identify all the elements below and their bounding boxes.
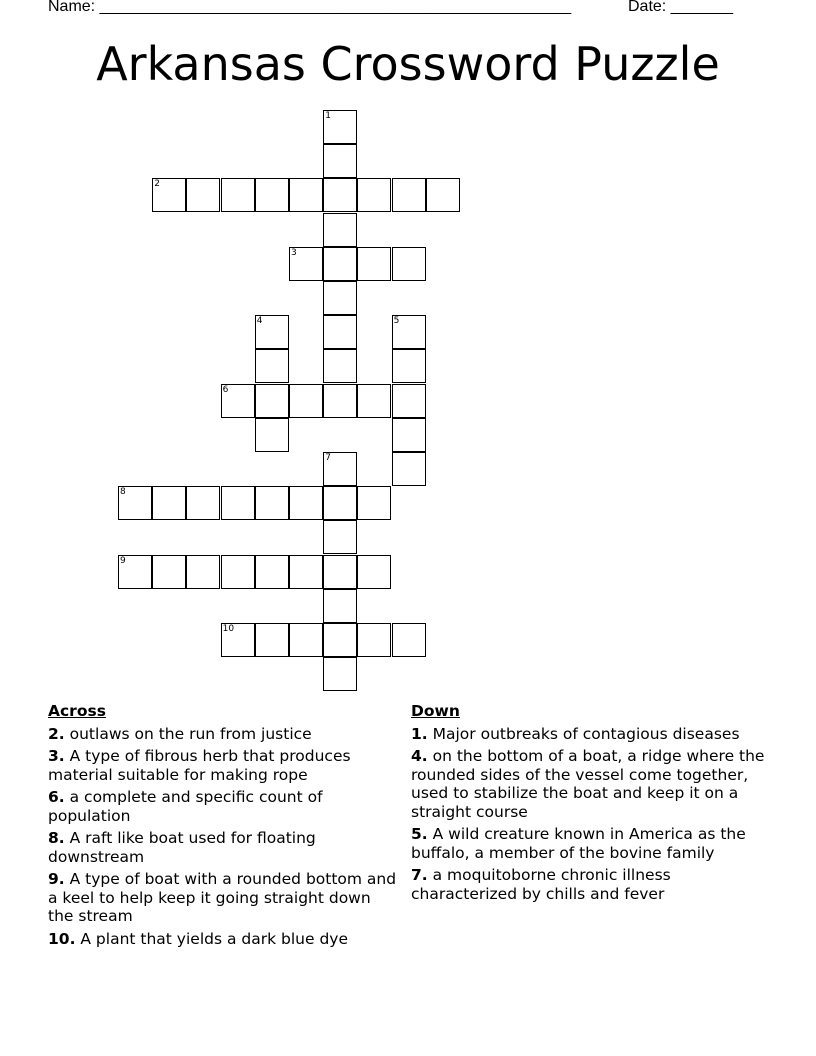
crossword-cell[interactable] <box>289 178 323 212</box>
clue-number: 4 <box>256 316 263 327</box>
clue-number-label: 1. <box>411 724 428 743</box>
across-clue <box>48 829 398 866</box>
crossword-cell[interactable] <box>357 555 391 589</box>
clue-number: 9 <box>120 555 126 566</box>
crossword-cell[interactable] <box>323 452 357 486</box>
clue-text: A wild creature known in America as the buffalo, a member of the bovine family <box>411 825 746 862</box>
crossword-cell[interactable] <box>323 657 357 691</box>
crossword-cell[interactable] <box>357 623 391 657</box>
clue-text: A type of fibrous herb that produces material suitable for making rope <box>48 747 351 784</box>
crossword-cell[interactable] <box>221 555 255 589</box>
crossword-cell[interactable] <box>323 247 357 281</box>
down-clue <box>411 825 781 862</box>
clue-number-label: 9. <box>48 870 65 888</box>
crossword-cell[interactable] <box>289 555 323 589</box>
crossword-cell[interactable] <box>186 486 220 520</box>
crossword-cell[interactable] <box>255 349 289 383</box>
clue-text: on the bottom of a boat, a ridge where the rounded sides of the vessel come together, used to stabilize the boat and keep it on a straight course <box>411 747 765 821</box>
crossword-cell[interactable] <box>323 589 357 623</box>
clue-number: 5 <box>393 316 400 327</box>
clue-number-label: 4. <box>411 747 428 765</box>
clue-number: 7 <box>325 453 331 463</box>
crossword-cell[interactable] <box>186 178 220 212</box>
clue-number-label: 5. <box>411 825 428 843</box>
clue-text: A plant that yields a dark blue dye <box>80 929 348 948</box>
crossword-cell[interactable] <box>323 213 357 247</box>
crossword-cell[interactable] <box>152 486 186 520</box>
clue-number-label: 8. <box>48 829 65 847</box>
clue-number-label: 10. <box>48 929 76 948</box>
crossword-cell[interactable] <box>323 178 357 212</box>
name-label: Name: _____________________________________________________ <box>48 0 572 15</box>
page-title: Arkansas Crossword Puzzle <box>96 37 720 91</box>
crossword-cell[interactable] <box>357 486 391 520</box>
crossword-cell[interactable] <box>186 555 220 589</box>
crossword-cell[interactable] <box>221 178 255 212</box>
down-clue <box>411 866 781 903</box>
down-clues <box>411 702 781 907</box>
clue-number-label: 7. <box>411 866 428 884</box>
crossword-cell[interactable] <box>118 486 152 520</box>
crossword-cell[interactable] <box>357 247 391 281</box>
clue-text: outlaws on the run from justice <box>69 724 312 743</box>
crossword-cell[interactable] <box>426 178 460 212</box>
crossword-cell[interactable] <box>221 486 255 520</box>
crossword-cell[interactable] <box>392 418 426 452</box>
crossword-cell[interactable] <box>255 486 289 520</box>
down-clue <box>411 725 781 744</box>
crossword-cell[interactable] <box>152 178 186 212</box>
across-clues <box>48 702 398 952</box>
crossword-cell[interactable] <box>152 555 186 589</box>
crossword-cell[interactable] <box>289 486 323 520</box>
across-clue <box>48 725 398 744</box>
clue-number: 1 <box>325 111 331 121</box>
crossword-cell[interactable] <box>255 384 289 418</box>
crossword-cell[interactable] <box>323 384 357 418</box>
crossword-cell[interactable] <box>392 623 426 657</box>
clue-text: Major outbreaks of contagious diseases <box>432 724 740 743</box>
clue-text: a complete and specific count of population <box>48 788 323 825</box>
crossword-cell[interactable] <box>323 315 357 349</box>
crossword-cell[interactable] <box>323 110 357 144</box>
clue-number: 8 <box>120 487 126 498</box>
crossword-cell[interactable] <box>392 178 426 212</box>
crossword-cell[interactable] <box>289 384 323 418</box>
crossword-cell[interactable] <box>221 623 255 657</box>
clue-number-label: 3. <box>48 747 65 765</box>
crossword-cell[interactable] <box>323 349 357 383</box>
crossword-cell[interactable] <box>323 623 357 657</box>
crossword-cell[interactable] <box>357 384 391 418</box>
crossword-cell[interactable] <box>118 555 152 589</box>
clue-text: a moquitoborne chronic illness characterized by chills and fever <box>411 866 671 903</box>
clue-number-label: 6. <box>48 788 65 806</box>
crossword-cell[interactable] <box>323 520 357 554</box>
crossword-cell[interactable] <box>357 178 391 212</box>
date-label: Date: _______ <box>628 0 733 15</box>
crossword-cell[interactable] <box>392 384 426 418</box>
crossword-cell[interactable] <box>392 315 426 349</box>
crossword-cell[interactable] <box>323 144 357 178</box>
crossword-cell[interactable] <box>255 178 289 212</box>
clue-number: 3 <box>291 247 297 258</box>
clue-number: 10 <box>222 624 235 634</box>
across-heading: Across <box>48 702 106 720</box>
across-clue <box>48 788 398 825</box>
crossword-cell[interactable] <box>221 384 255 418</box>
crossword-cell[interactable] <box>323 555 357 589</box>
clue-number: 6 <box>222 384 229 395</box>
crossword-cell[interactable] <box>255 555 289 589</box>
across-clue <box>48 930 398 949</box>
crossword-cell[interactable] <box>392 452 426 486</box>
down-clue <box>411 747 781 821</box>
clue-number: 2 <box>154 179 160 190</box>
across-clue <box>48 747 398 784</box>
across-clue <box>48 870 398 926</box>
clue-text: A raft like boat used for floating downstream <box>48 829 316 866</box>
crossword-cell[interactable] <box>255 418 289 452</box>
crossword-cell[interactable] <box>255 623 289 657</box>
down-heading: Down <box>411 702 460 720</box>
crossword-cell[interactable] <box>255 315 289 349</box>
crossword-cell[interactable] <box>392 349 426 383</box>
crossword-cell[interactable] <box>323 281 357 315</box>
crossword-cell[interactable] <box>392 247 426 281</box>
clue-text: A type of boat with a rounded bottom and a keel to help keep it going straight down the stream <box>48 870 397 925</box>
clue-number-label: 2. <box>48 724 65 743</box>
crossword-cell[interactable] <box>289 247 323 281</box>
crossword-cell[interactable] <box>323 486 357 520</box>
crossword-cell[interactable] <box>289 623 323 657</box>
